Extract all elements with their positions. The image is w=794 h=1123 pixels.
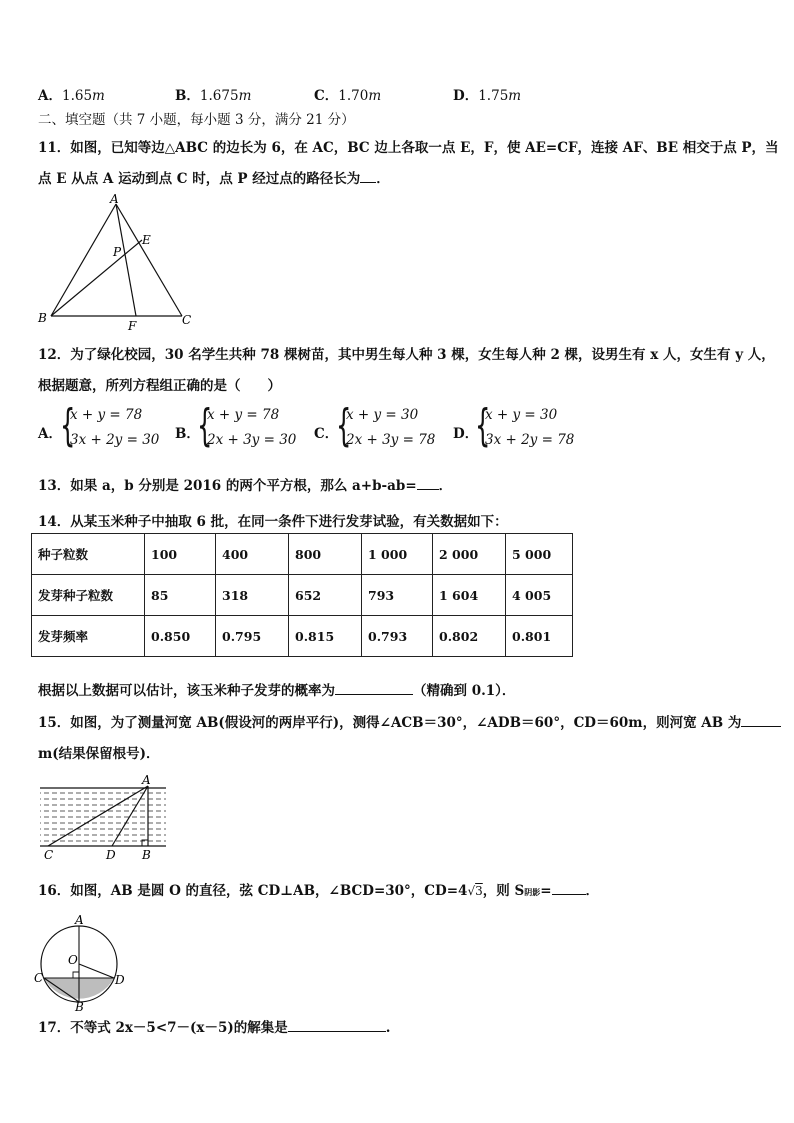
label-f: F — [128, 319, 137, 332]
q16-answer-blank — [552, 882, 586, 895]
label-d: D — [115, 973, 125, 987]
label-b: B — [38, 311, 47, 325]
table-row: 种子粒数 100 400 800 1 000 2 000 5 000 — [32, 534, 573, 575]
label-c: C — [182, 313, 192, 327]
right-angle-mark — [73, 972, 79, 978]
q10-option-a: A．1.65m — [38, 88, 105, 104]
side-ab — [51, 204, 116, 316]
q11-text-line2: 点 E 从点 A 运动到点 C 时，点 P 经过点的路径长为 ． — [38, 171, 390, 187]
q10-option-c: C．1.70m — [314, 88, 382, 104]
label-d: D — [106, 848, 116, 862]
q13-answer-blank — [417, 477, 439, 490]
q15-river-figure — [36, 772, 172, 862]
q14-conclusion: 根据以上数据可以估计，该玉米种子发芽的概率为 （精确到 0.1）． — [38, 683, 516, 699]
label-a: A — [110, 192, 119, 206]
river-area — [40, 788, 166, 846]
label-a: A — [142, 773, 151, 787]
q13-text: 13．如果 a，b 分别是 2016 的两个平方根，那么 a+b-ab= ． — [38, 478, 453, 494]
q14-data-table — [31, 533, 573, 657]
q11-text-line1: 11．如图，已知等边△ABC 的边长为 6，在 AC，BC 边上各取一点 E，F，使 AE=CF，连接 AF、BE 相交于点 P，当 — [38, 140, 779, 156]
table-row: 发芽种子粒数 85 318 652 793 1 604 4 005 — [32, 575, 573, 616]
q12-text-line2: 根据题意，所列方程组正确的是（ ） — [38, 378, 281, 394]
q15-answer-blank — [741, 714, 781, 727]
q14-answer-blank — [335, 682, 413, 695]
q11-answer-blank — [360, 170, 376, 183]
label-c: C — [34, 971, 44, 985]
label-b: B — [75, 1000, 84, 1012]
q16-text: 16．如图，AB 是圆 O 的直径，弦 CD⊥AB，∠BCD=30°，CD=4√3，则 S阴影= ． — [38, 883, 600, 899]
segment-be — [51, 240, 142, 316]
q12-text-line1: 12．为了绿化校园，30 名学生共种 78 棵树苗，其中男生每人种 3 棵，女生每人种 2 棵，设男生有 x 人，女生有 y 人， — [38, 347, 775, 363]
q15-text-line2: m(结果保留根号)． — [38, 746, 160, 762]
q17-text: 17．不等式 2x－5<7－(x－5)的解集是 . — [38, 1020, 391, 1036]
label-b: B — [142, 848, 151, 862]
q16-circle-figure — [34, 912, 126, 1012]
label-o: O — [68, 953, 78, 967]
label-e: E — [142, 233, 151, 247]
table-row: 发芽频率 0.850 0.795 0.815 0.793 0.802 0.801 — [32, 616, 573, 657]
q17-answer-blank — [288, 1019, 386, 1032]
label-a: A — [75, 913, 84, 927]
q10-option-b: B．1.675m — [175, 88, 252, 104]
label-c: C — [44, 848, 54, 862]
q14-intro: 14．从某玉米种子中抽取 6 批，在同一条件下进行发芽试验，有关数据如下： — [38, 514, 508, 530]
q11-triangle-figure — [36, 192, 196, 332]
radius-od — [79, 964, 114, 978]
q15-text-line1: 15．如图，为了测量河宽 AB(假设河的两岸平行)，测得∠ACB＝30°，∠ADB＝60°，CD＝60m，则河宽 AB 为 — [38, 711, 781, 731]
q10-option-d: D．1.75m — [453, 88, 522, 104]
label-p: P — [113, 245, 122, 259]
section-heading: 二、填空题（共 7 小题，每小题 3 分，满分 21 分） — [38, 112, 355, 128]
